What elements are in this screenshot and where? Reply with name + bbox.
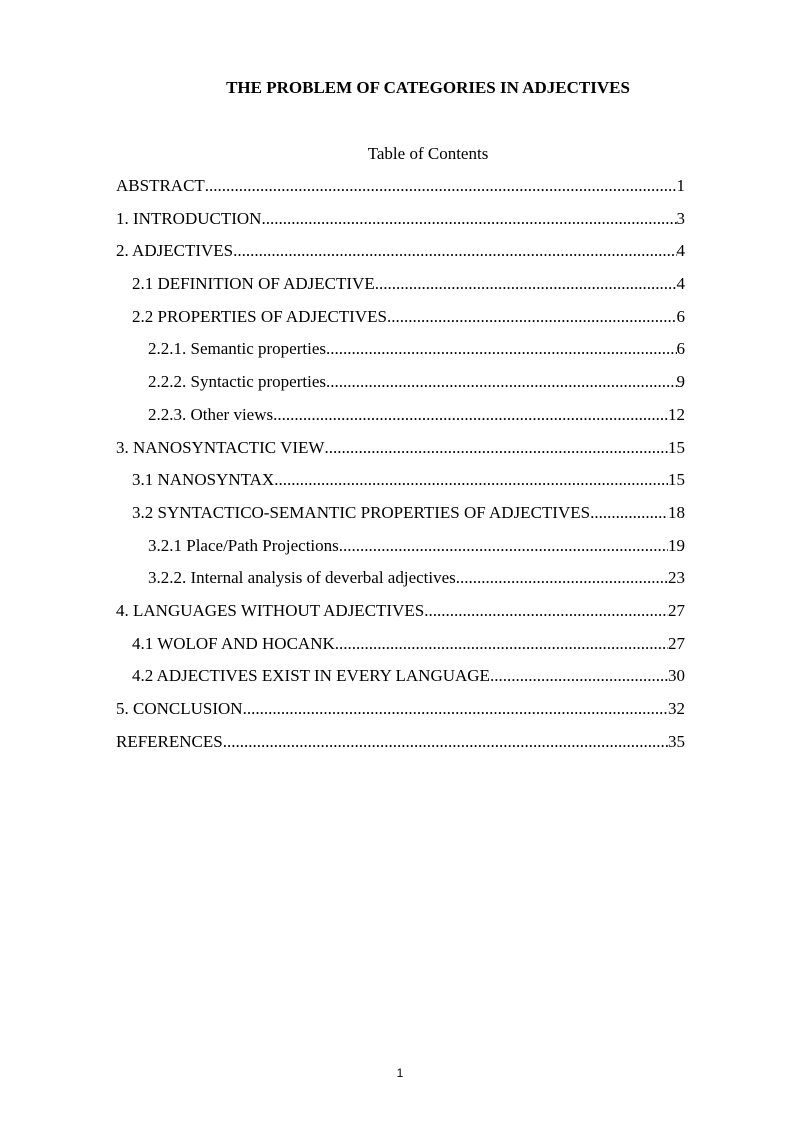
toc-entry[interactable]: [116, 501, 685, 534]
toc-dot-leader: [326, 337, 677, 361]
toc-entry-label: 4.2 ADJECTIVES EXIST IN EVERY LANGUAGE: [132, 666, 490, 686]
toc-entry[interactable]: [116, 664, 685, 697]
toc-entry-page: 32: [668, 699, 685, 718]
toc-entry-label: 5. CONCLUSION: [116, 699, 243, 718]
toc-entry[interactable]: [116, 174, 685, 207]
toc-entry-label: 2.2.3. Other views: [148, 404, 274, 424]
document-title: THE PROBLEM OF CATEGORIES IN ADJECTIVES: [226, 78, 630, 97]
toc-entry[interactable]: [116, 599, 685, 632]
toc-entry-label: REFERENCES: [116, 731, 223, 751]
toc-entry-page: 6: [676, 306, 685, 326]
toc-entry-page: 9: [676, 372, 685, 392]
toc-entry[interactable]: [116, 207, 685, 240]
toc-entry-page: 27: [668, 633, 685, 653]
toc-dot-leader: [274, 468, 668, 492]
toc-entry-label: 2.2.1. Semantic properties: [148, 339, 326, 359]
toc-entry-label: 3.2.2. Internal analysis of deverbal adjectives: [148, 568, 456, 588]
toc-entry-label: 2.1 DEFINITION OF ADJECTIVE: [132, 274, 375, 294]
toc-entry[interactable]: [116, 403, 685, 436]
toc-entry-page: 6: [676, 339, 685, 359]
toc-entry-page: 12: [668, 404, 685, 424]
toc-entry-page: 18: [668, 502, 685, 522]
toc-entry[interactable]: [116, 697, 685, 730]
toc-entry-page: 4: [676, 241, 685, 261]
toc-heading: Table of Contents: [367, 144, 489, 163]
toc-entry[interactable]: [116, 305, 685, 338]
toc-entry[interactable]: [116, 632, 685, 665]
toc-entry[interactable]: [116, 370, 685, 403]
toc-entry-label: 3.1 NANOSYNTAX: [132, 470, 275, 490]
toc-entry-page: 1: [676, 176, 685, 195]
toc-entry-page: 35: [668, 731, 685, 751]
table-of-contents: [116, 174, 685, 762]
toc-entry[interactable]: [116, 272, 685, 305]
toc-dot-leader: [223, 730, 668, 754]
toc-dot-leader: [387, 305, 677, 329]
toc-entry-label: 4. LANGUAGES WITHOUT ADJECTIVES: [116, 600, 425, 620]
toc-entry[interactable]: [116, 566, 685, 599]
toc-dot-leader: [273, 403, 668, 427]
toc-entry-label: 4.1 WOLOF AND HOCANK: [132, 633, 335, 653]
toc-entry-label: 3.2.1 Place/Path Projections: [148, 535, 339, 555]
toc-dot-leader: [233, 239, 676, 263]
toc-entry-label: 2. ADJECTIVES: [116, 241, 234, 261]
toc-entry[interactable]: [116, 534, 685, 567]
toc-dot-leader: [324, 436, 668, 460]
toc-entry-page: 30: [668, 666, 685, 686]
toc-dot-leader: [326, 370, 677, 394]
toc-entry-label: 3. NANOSYNTACTIC VIEW: [116, 437, 325, 457]
toc-entry-label: ABSTRACT: [116, 176, 205, 195]
toc-entry-page: 27: [668, 600, 685, 620]
toc-entry-page: 23: [668, 568, 685, 588]
toc-entry[interactable]: [116, 337, 685, 370]
toc-entry-page: 15: [668, 470, 685, 490]
toc-dot-leader: [590, 501, 668, 525]
toc-dot-leader: [375, 272, 677, 296]
toc-entry[interactable]: [116, 239, 685, 272]
toc-entry-label: 2.2 PROPERTIES OF ADJECTIVES: [132, 306, 387, 326]
toc-dot-leader: [335, 632, 668, 656]
toc-entry[interactable]: [116, 468, 685, 501]
toc-entry-page: 19: [668, 535, 685, 555]
toc-entry[interactable]: [116, 730, 685, 763]
toc-entry-page: 3: [676, 208, 685, 228]
toc-entry-page: 15: [668, 437, 685, 457]
toc-dot-leader: [490, 664, 668, 688]
toc-dot-leader: [424, 599, 668, 623]
toc-dot-leader: [261, 207, 676, 231]
toc-entry-label: 2.2.2. Syntactic properties: [148, 372, 326, 392]
toc-dot-leader: [339, 534, 668, 558]
toc-entry-label: 1. INTRODUCTION: [116, 208, 262, 228]
toc-entry[interactable]: [116, 436, 685, 469]
toc-entry-label: 3.2 SYNTACTICO-SEMANTIC PROPERTIES OF ADJECTIVES: [132, 502, 591, 522]
page-number: 1: [396, 1066, 404, 1080]
toc-dot-leader: [205, 174, 677, 198]
toc-entry-page: 4: [676, 274, 685, 294]
toc-dot-leader: [456, 566, 668, 590]
toc-dot-leader: [243, 697, 668, 721]
